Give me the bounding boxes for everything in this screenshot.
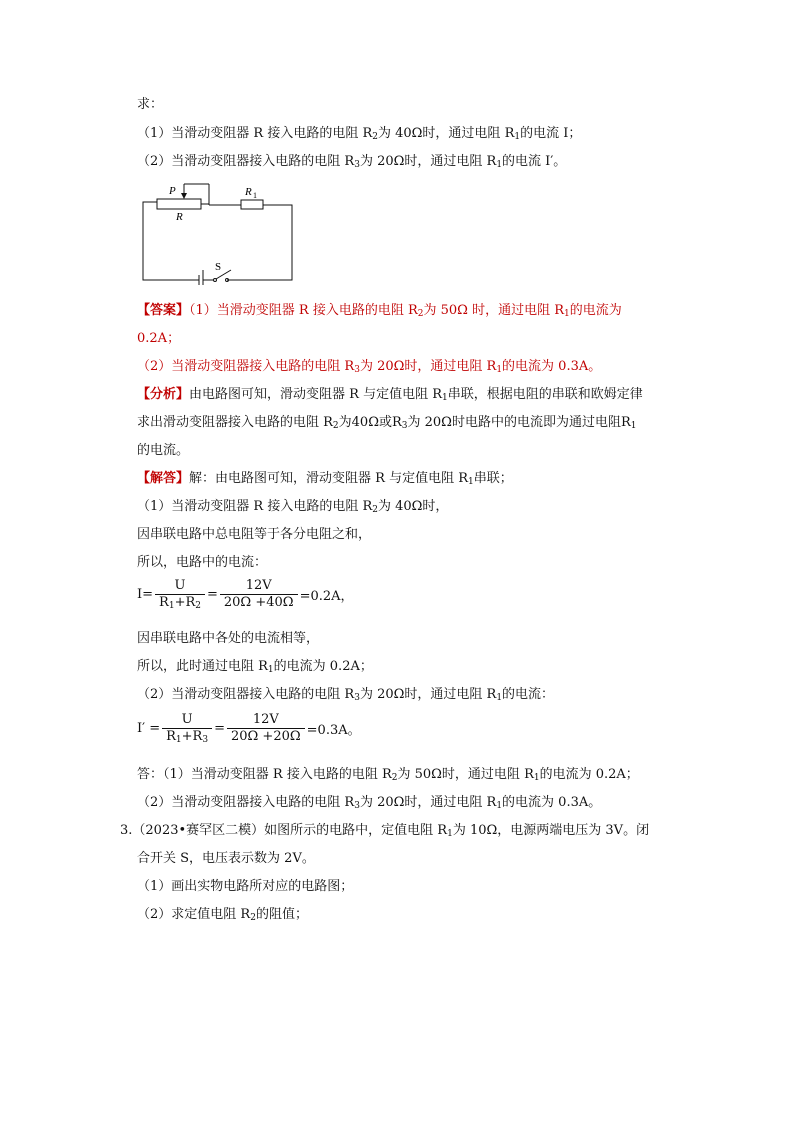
label-r: R (176, 211, 183, 223)
analysis-line-3: 的电流。 (137, 443, 190, 458)
equation-1: I= $\frac{U}{R_1+R_2}$ = $\frac{12V}{20\Omega +40\Omega}$ =0.2A， (137, 578, 354, 611)
problem-3-question-1: （1）画出实物电路所对应的电路图； (137, 879, 354, 894)
problem-3-line-2: 合开关 S，电压表示数为 2V。 (137, 851, 315, 866)
solution-line-1: 【解答】解：由电路图可知，滑动变阻器 R 与定值电阻 $R_1$串联； (137, 471, 513, 487)
question-2: （2）当滑动变阻器接入电路的电阻 $R_3$为 20Ω时，通过电阻 $R_1$的电流 I′。 (137, 154, 567, 170)
solution-line-4: 所以，电路中的电流： (137, 555, 268, 570)
answer-line-2: 0.2A； (137, 331, 181, 346)
label-p: P (169, 185, 176, 197)
solution-line-3: 因串联电路中总电阻等于各分电阻之和， (137, 527, 372, 542)
question-1: （1）当滑动变阻器 R 接入电路的电阻 $R_2$为 40Ω时，通过电阻 $R_1$的电流 I； (137, 126, 582, 142)
problem-3-line-1: 3.（2023•赛罕区二模）如图所示的电路中，定值电阻 $R_1$为 10Ω，电源两端电压为 3V。闭 (120, 823, 650, 839)
analysis-line-2: 求出滑动变阻器接入电路的电阻 $R_2$为40Ω或$R_3$为 20Ω时电路中的电流即为通过电阻$R_1$ (137, 415, 637, 431)
final-answer-2: （2）当滑动变阻器接入电路的电阻 $R_3$为 20Ω时，通过电阻 $R_1$的电流为 0.3A。 (137, 795, 602, 811)
rheostat-r (157, 199, 201, 209)
label-r1-sub: 1 (253, 191, 257, 200)
solution-line-6: 所以，此时通过电阻 $R_1$的电流为 0.2A； (137, 659, 373, 675)
problem-3-question-2: （2）求定值电阻 $R_2$的阻值； (137, 907, 308, 923)
solution-line-5: 因串联电路中各处的电流相等， (137, 631, 320, 646)
answer-line-1: 【答案】（1）当滑动变阻器 R 接入电路的电阻 $R_2$为 50Ω 时，通过电阻 $R_1$的电流为 (137, 303, 622, 319)
solution-line-2: （1）当滑动变阻器 R 接入电路的电阻 $R_2$为 40Ω时， (137, 499, 449, 515)
label-r1: R (245, 186, 252, 198)
final-answer-1: 答：（1）当滑动变阻器 R 接入电路的电阻 $R_2$为 50Ω时，通过电阻 $R_1$的电流为 0.2A； (137, 767, 639, 783)
intro-text: 求： (137, 97, 164, 112)
answer-line-3: （2）当滑动变阻器接入电路的电阻 $R_3$为 20Ω时，通过电阻 $R_1$的电流为 0.3A。 (137, 359, 602, 375)
label-s: S (215, 261, 222, 273)
resistor-r1 (241, 200, 263, 209)
solution-line-7: （2）当滑动变阻器接入电路的电阻 $R_3$为 20Ω时，通过电阻 $R_1$的电流： (137, 687, 555, 703)
slider-arrow-icon (181, 193, 187, 199)
circuit-diagram (137, 180, 307, 285)
analysis-line-1: 【分析】由电路图可知，滑动变阻器 R 与定值电阻 $R_1$串联，根据电阻的串联和欧姆定律 (137, 387, 643, 403)
equation-2: I′ = $\frac{U}{R_1+R_3}$ = $\frac{12V}{20\Omega +20\Omega}$ =0.3A。 (137, 712, 361, 745)
